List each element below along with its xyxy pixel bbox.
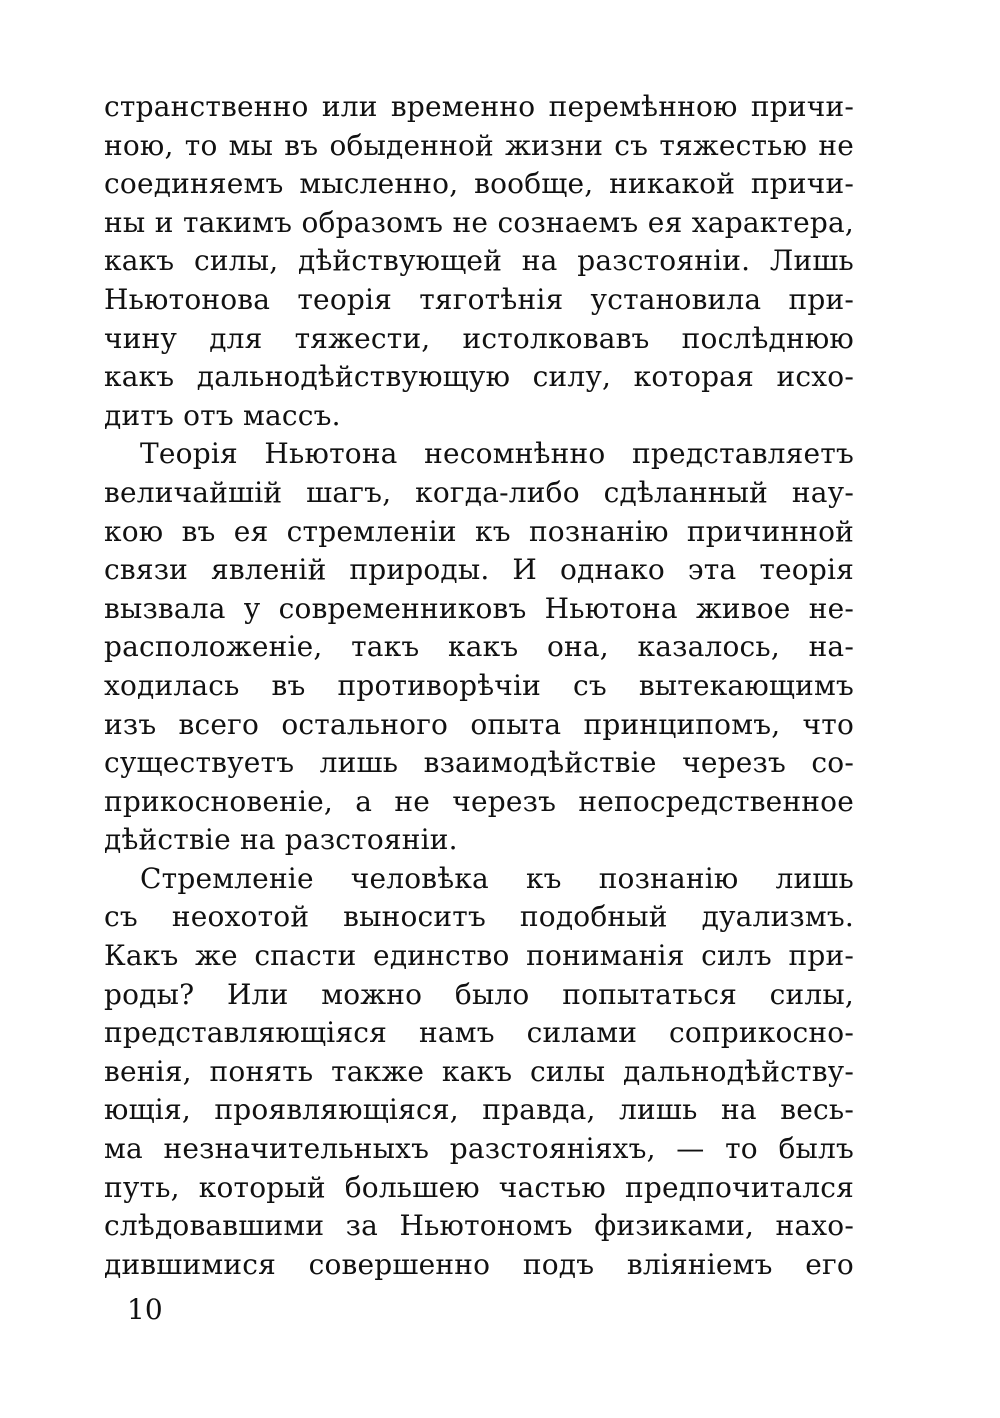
text-line: существуетъ лишь взаимодѣйствіе черезъ со- (104, 746, 854, 780)
paragraph-3 (104, 860, 854, 1285)
text-line: вызвала у современниковъ Ньютона живое не- (104, 591, 854, 625)
text-line: какъ силы, дѣйствующей на разстояніи. Лишь (104, 244, 854, 278)
text-line: представляющіяся намъ силами соприкосно- (104, 1016, 854, 1050)
paragraph-2 (104, 435, 854, 860)
text-line: съ неохотой выноситъ подобный дуализмъ. (104, 900, 854, 934)
text-line: кою въ ея стремленіи къ познанію причинной (104, 514, 854, 548)
text-line: изъ всего остального опыта принципомъ, что (104, 707, 854, 741)
text-line: ны и такимъ образомъ не сознаемъ ея характера, (104, 205, 854, 239)
text-line: чину для тяжести, истолковавъ послѣднюю (104, 321, 854, 355)
body-text (104, 88, 854, 1284)
text-line: дитъ отъ массъ. (104, 398, 341, 432)
text-line: Ньютонова теорія тяготѣнія установила при- (104, 282, 854, 316)
text-line: прикосновеніе, а не черезъ непосредственное (104, 784, 854, 818)
text-line: Какъ же спасти единство пониманія силъ при- (104, 939, 854, 973)
text-line: дившимися совершенно подъ вліяніемъ его (104, 1247, 854, 1281)
text-line: венія, понять также какъ силы дальнодѣйству- (104, 1054, 854, 1088)
text-line: расположеніе, такъ какъ она, казалось, на- (104, 630, 854, 664)
text-line: дѣйствіе на разстояніи. (104, 823, 458, 857)
text-line: связи явленій природы. И однако эта теорія (104, 553, 854, 587)
text-line: путь, который большею частью предпочитался (104, 1170, 854, 1204)
page-number: 10 (127, 1293, 163, 1326)
text-line: ною, то мы въ обыденной жизни съ тяжестью не (104, 128, 854, 162)
text-line: величайшій шагъ, когда-либо сдѣланный нау- (104, 475, 854, 509)
text-line: роды? Или можно было попытаться силы, (104, 977, 854, 1011)
text-line: Теорія Ньютона несомнѣнно представляетъ (140, 437, 854, 471)
text-line: какъ дальнодѣйствующую силу, которая исхо- (104, 360, 854, 394)
text-line: ющія, проявляющіяся, правда, лишь на весь- (104, 1093, 854, 1127)
text-line: соединяемъ мысленно, вообще, никакой причи- (104, 167, 854, 201)
text-line: слѣдовавшими за Ньютономъ физиками, нахо- (104, 1209, 854, 1243)
paragraph-1 (104, 88, 854, 435)
text-line: ма незначительныхъ разстояніяхъ, — то былъ (104, 1132, 854, 1166)
text-line: ходилась въ противорѣчіи съ вытекающимъ (104, 668, 854, 702)
text-line: странственно или временно перемѣнною причи- (104, 90, 854, 123)
text-line: Стремленіе человѣка къ познанію лишь (140, 861, 854, 895)
